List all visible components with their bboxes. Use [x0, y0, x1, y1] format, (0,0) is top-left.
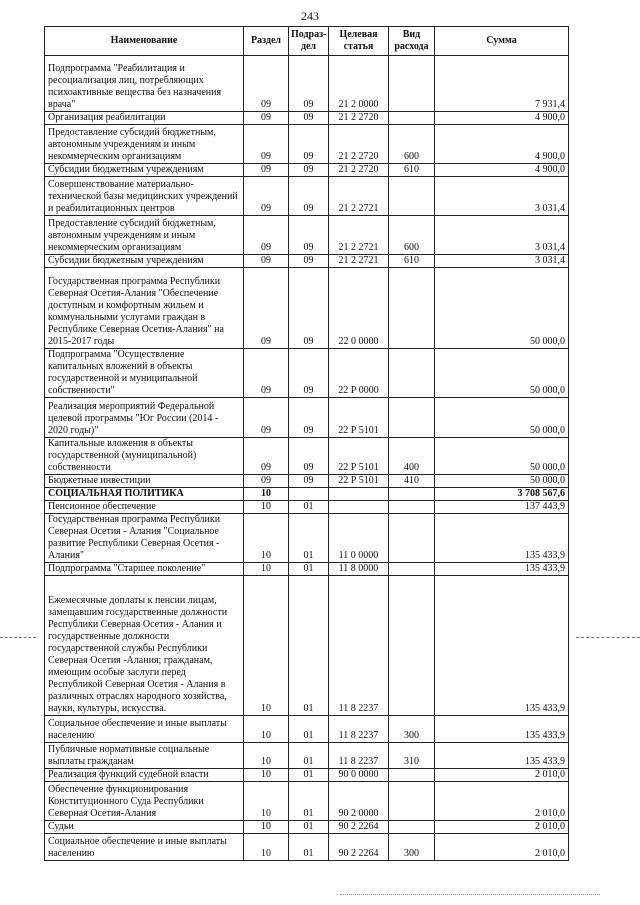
table-row	[45, 164, 569, 177]
table-row	[45, 255, 569, 268]
table-row	[45, 475, 569, 488]
row-expense-type-cell: 610	[389, 164, 435, 177]
row-amount-cell: 50 000,0	[435, 398, 569, 438]
row-section-cell: 10	[244, 834, 289, 861]
row-subsection-cell: 01	[289, 501, 329, 514]
row-subsection-cell: 09	[289, 398, 329, 438]
row-target-cell: 22 Р 5101	[329, 475, 389, 488]
table-row	[45, 782, 569, 821]
row-target-cell: 11 0 0000	[329, 514, 389, 563]
row-amount-cell: 135 433,9	[435, 576, 569, 716]
page-fold-line-left	[0, 637, 36, 638]
row-subsection-cell: 09	[289, 164, 329, 177]
row-target-cell	[329, 488, 389, 501]
row-name-cell: Ежемесячные доплаты к пенсии лицам, замещавшим государственные должности Республики Северная Осетия - Алания и государственные должности государственной службы Республики Северная Осетия -Алания; гражданам, имеющим особые заслуги перед Республикой Северная Осетия - Алания в различных отраслях народного хозяйства, науки, культуры, искусства.	[45, 576, 244, 716]
header-section: Раздел	[244, 27, 289, 56]
row-target-cell: 21 2 2721	[329, 177, 389, 216]
row-name-cell: Подпрограмма "Старшее поколение"	[45, 563, 244, 576]
table-body	[45, 56, 569, 861]
row-expense-type-cell: 410	[389, 475, 435, 488]
row-section-cell: 10	[244, 488, 289, 501]
row-section-cell: 09	[244, 125, 289, 164]
row-subsection-cell: 01	[289, 834, 329, 861]
row-target-cell: 22 Р 5101	[329, 438, 389, 475]
row-amount-cell: 3 031,4	[435, 177, 569, 216]
row-expense-type-cell	[389, 821, 435, 834]
row-name-cell: Социальное обеспечение и иные выплаты населению	[45, 834, 244, 861]
row-name-cell: Субсидии бюджетным учреждениям	[45, 255, 244, 268]
header-name: Наименование	[45, 27, 244, 56]
row-subsection-cell: 09	[289, 438, 329, 475]
row-expense-type-cell	[389, 501, 435, 514]
row-subsection-cell	[289, 488, 329, 501]
row-name-cell: Государственная программа Республики Северная Осетия - Алания "Социальное развитие Республики Северная Осетия - Алания"	[45, 514, 244, 563]
row-expense-type-cell: 400	[389, 438, 435, 475]
row-amount-cell: 137 443,9	[435, 501, 569, 514]
row-section-cell: 10	[244, 716, 289, 743]
row-subsection-cell: 01	[289, 576, 329, 716]
table-row	[45, 716, 569, 743]
row-section-cell: 09	[244, 255, 289, 268]
row-name-cell: Совершенствование материально-технической базы медицинских учреждений и реабилитационных центров	[45, 177, 244, 216]
row-amount-cell: 135 433,9	[435, 563, 569, 576]
row-section-cell: 10	[244, 576, 289, 716]
row-subsection-cell: 09	[289, 216, 329, 255]
row-subsection-cell: 09	[289, 177, 329, 216]
row-section-cell: 09	[244, 349, 289, 398]
row-subsection-cell: 09	[289, 56, 329, 112]
header-subsection: Подраз- дел	[289, 27, 329, 56]
row-name-cell: Обеспечение функционирования Конституционного Суда Республики Северная Осетия-Алания	[45, 782, 244, 821]
table-header-row	[45, 27, 569, 56]
row-section-cell: 09	[244, 112, 289, 125]
row-subsection-cell: 01	[289, 563, 329, 576]
row-expense-type-cell	[389, 56, 435, 112]
row-name-cell: Субсидии бюджетным учреждениям	[45, 164, 244, 177]
row-expense-type-cell: 600	[389, 216, 435, 255]
row-target-cell: 21 2 2720	[329, 164, 389, 177]
row-subsection-cell: 09	[289, 125, 329, 164]
row-amount-cell: 2 010,0	[435, 782, 569, 821]
row-target-cell: 22 Р 0000	[329, 349, 389, 398]
table-row	[45, 576, 569, 716]
table-row	[45, 125, 569, 164]
row-section-cell: 09	[244, 177, 289, 216]
row-section-cell: 10	[244, 769, 289, 782]
table-row	[45, 398, 569, 438]
row-name-cell: Бюджетные инвестиции	[45, 475, 244, 488]
row-section-cell: 09	[244, 56, 289, 112]
row-expense-type-cell	[389, 177, 435, 216]
row-subsection-cell: 01	[289, 769, 329, 782]
table-row	[45, 177, 569, 216]
row-expense-type-cell	[389, 769, 435, 782]
row-target-cell: 22 0 0000	[329, 268, 389, 349]
table-row	[45, 438, 569, 475]
row-target-cell: 21 2 2720	[329, 125, 389, 164]
row-name-cell: Пенсионное обеспечение	[45, 501, 244, 514]
row-amount-cell: 50 000,0	[435, 349, 569, 398]
row-subsection-cell: 01	[289, 514, 329, 563]
row-target-cell: 21 2 2721	[329, 255, 389, 268]
row-section-cell: 09	[244, 398, 289, 438]
table-row	[45, 112, 569, 125]
table-row	[45, 268, 569, 349]
row-target-cell: 90 2 2264	[329, 821, 389, 834]
row-expense-type-cell: 300	[389, 834, 435, 861]
page-fold-line-right	[576, 637, 640, 638]
row-name-cell: Реализация мероприятий Федеральной целевой программы "Юг России (2014 - 2020 годы)"	[45, 398, 244, 438]
row-name-cell: Подпрограмма "Реабилитация и ресоциализация лиц, потребляющих психоактивные вещества без назначения врача"	[45, 56, 244, 112]
row-expense-type-cell	[389, 576, 435, 716]
row-subsection-cell: 09	[289, 255, 329, 268]
row-expense-type-cell	[389, 349, 435, 398]
row-target-cell: 90 2 2264	[329, 834, 389, 861]
table-row	[45, 821, 569, 834]
table-row	[45, 834, 569, 861]
budget-table	[44, 26, 569, 861]
row-section-cell: 10	[244, 743, 289, 769]
row-subsection-cell: 09	[289, 349, 329, 398]
row-target-cell	[329, 501, 389, 514]
page-number: 243	[301, 9, 319, 23]
row-amount-cell: 50 000,0	[435, 475, 569, 488]
row-expense-type-cell: 610	[389, 255, 435, 268]
row-target-cell: 21 2 2720	[329, 112, 389, 125]
row-name-cell: Публичные нормативные социальные выплаты гражданам	[45, 743, 244, 769]
row-amount-cell: 50 000,0	[435, 438, 569, 475]
row-subsection-cell: 09	[289, 268, 329, 349]
table-row	[45, 514, 569, 563]
row-name-cell: Судьи	[45, 821, 244, 834]
row-target-cell: 90 2 0000	[329, 782, 389, 821]
row-target-cell: 21 2 2721	[329, 216, 389, 255]
row-amount-cell: 135 433,9	[435, 716, 569, 743]
row-expense-type-cell: 600	[389, 125, 435, 164]
row-name-cell: Организация реабилитации	[45, 112, 244, 125]
row-name-cell: Предоставление субсидий бюджетным, автономным учреждениям и иным некоммерческим организациям	[45, 216, 244, 255]
row-section-cell: 09	[244, 268, 289, 349]
row-name-cell: Предоставление субсидий бюджетным, автономным учреждениям и иным некоммерческим организациям	[45, 125, 244, 164]
row-amount-cell: 4 900,0	[435, 164, 569, 177]
table-row	[45, 56, 569, 112]
row-section-cell: 10	[244, 563, 289, 576]
row-amount-cell: 2 010,0	[435, 834, 569, 861]
row-name-cell: Социальное обеспечение и иные выплаты населению	[45, 716, 244, 743]
row-target-cell: 90 0 0000	[329, 769, 389, 782]
row-amount-cell: 7 931,4	[435, 56, 569, 112]
table-row	[45, 769, 569, 782]
row-name-cell: Капитальные вложения в объекты государственной (муниципальной) собственности	[45, 438, 244, 475]
row-expense-type-cell	[389, 782, 435, 821]
row-expense-type-cell	[389, 563, 435, 576]
row-target-cell: 11 8 2237	[329, 716, 389, 743]
header-expense-type: Вид расхода	[389, 27, 435, 56]
row-expense-type-cell	[389, 112, 435, 125]
footer-dotted-line	[340, 894, 600, 895]
row-subsection-cell: 01	[289, 782, 329, 821]
row-amount-cell: 3 031,4	[435, 255, 569, 268]
header-amount: Сумма	[435, 27, 569, 56]
table-row	[45, 488, 569, 501]
row-target-cell: 22 Р 5101	[329, 398, 389, 438]
row-amount-cell: 3 031,4	[435, 216, 569, 255]
row-section-cell: 09	[244, 216, 289, 255]
row-expense-type-cell: 310	[389, 743, 435, 769]
row-amount-cell: 4 900,0	[435, 112, 569, 125]
row-subsection-cell: 01	[289, 716, 329, 743]
row-section-cell: 10	[244, 821, 289, 834]
row-subsection-cell: 09	[289, 475, 329, 488]
row-section-cell: 09	[244, 164, 289, 177]
row-amount-cell: 2 010,0	[435, 821, 569, 834]
row-amount-cell: 3 708 567,6	[435, 488, 569, 501]
row-subsection-cell: 01	[289, 821, 329, 834]
row-section-cell: 10	[244, 514, 289, 563]
row-target-cell: 21 2 0000	[329, 56, 389, 112]
row-expense-type-cell: 300	[389, 716, 435, 743]
row-amount-cell: 50 000,0	[435, 268, 569, 349]
row-expense-type-cell	[389, 488, 435, 501]
row-section-cell: 09	[244, 438, 289, 475]
table-row	[45, 216, 569, 255]
row-target-cell: 11 8 0000	[329, 563, 389, 576]
row-amount-cell: 135 433,9	[435, 743, 569, 769]
row-section-cell: 10	[244, 782, 289, 821]
table-row	[45, 349, 569, 398]
row-subsection-cell: 09	[289, 112, 329, 125]
row-expense-type-cell	[389, 268, 435, 349]
row-amount-cell: 2 010,0	[435, 769, 569, 782]
table-row	[45, 563, 569, 576]
row-subsection-cell: 01	[289, 743, 329, 769]
row-section-cell: 09	[244, 475, 289, 488]
row-expense-type-cell	[389, 514, 435, 563]
row-name-cell: Государственная программа Республики Северная Осетия-Алания "Обеспечение доступным и комфортным жильем и коммунальными услугами граждан в Республике Северная Осетия-Алания" на 2015-2017 годы	[45, 268, 244, 349]
row-name-cell: Реализация функций судебной власти	[45, 769, 244, 782]
row-section-cell: 10	[244, 501, 289, 514]
row-amount-cell: 4 900,0	[435, 125, 569, 164]
row-target-cell: 11 8 2237	[329, 743, 389, 769]
table-row	[45, 743, 569, 769]
row-name-cell: СОЦИАЛЬНАЯ ПОЛИТИКА	[45, 488, 244, 501]
header-target: Целевая статья	[329, 27, 389, 56]
row-amount-cell: 135 433,9	[435, 514, 569, 563]
row-name-cell: Подпрограмма "Осуществление капитальных вложений в объекты государственной и муниципальной собственности"	[45, 349, 244, 398]
row-target-cell: 11 8 2237	[329, 576, 389, 716]
row-expense-type-cell	[389, 398, 435, 438]
table-row	[45, 501, 569, 514]
